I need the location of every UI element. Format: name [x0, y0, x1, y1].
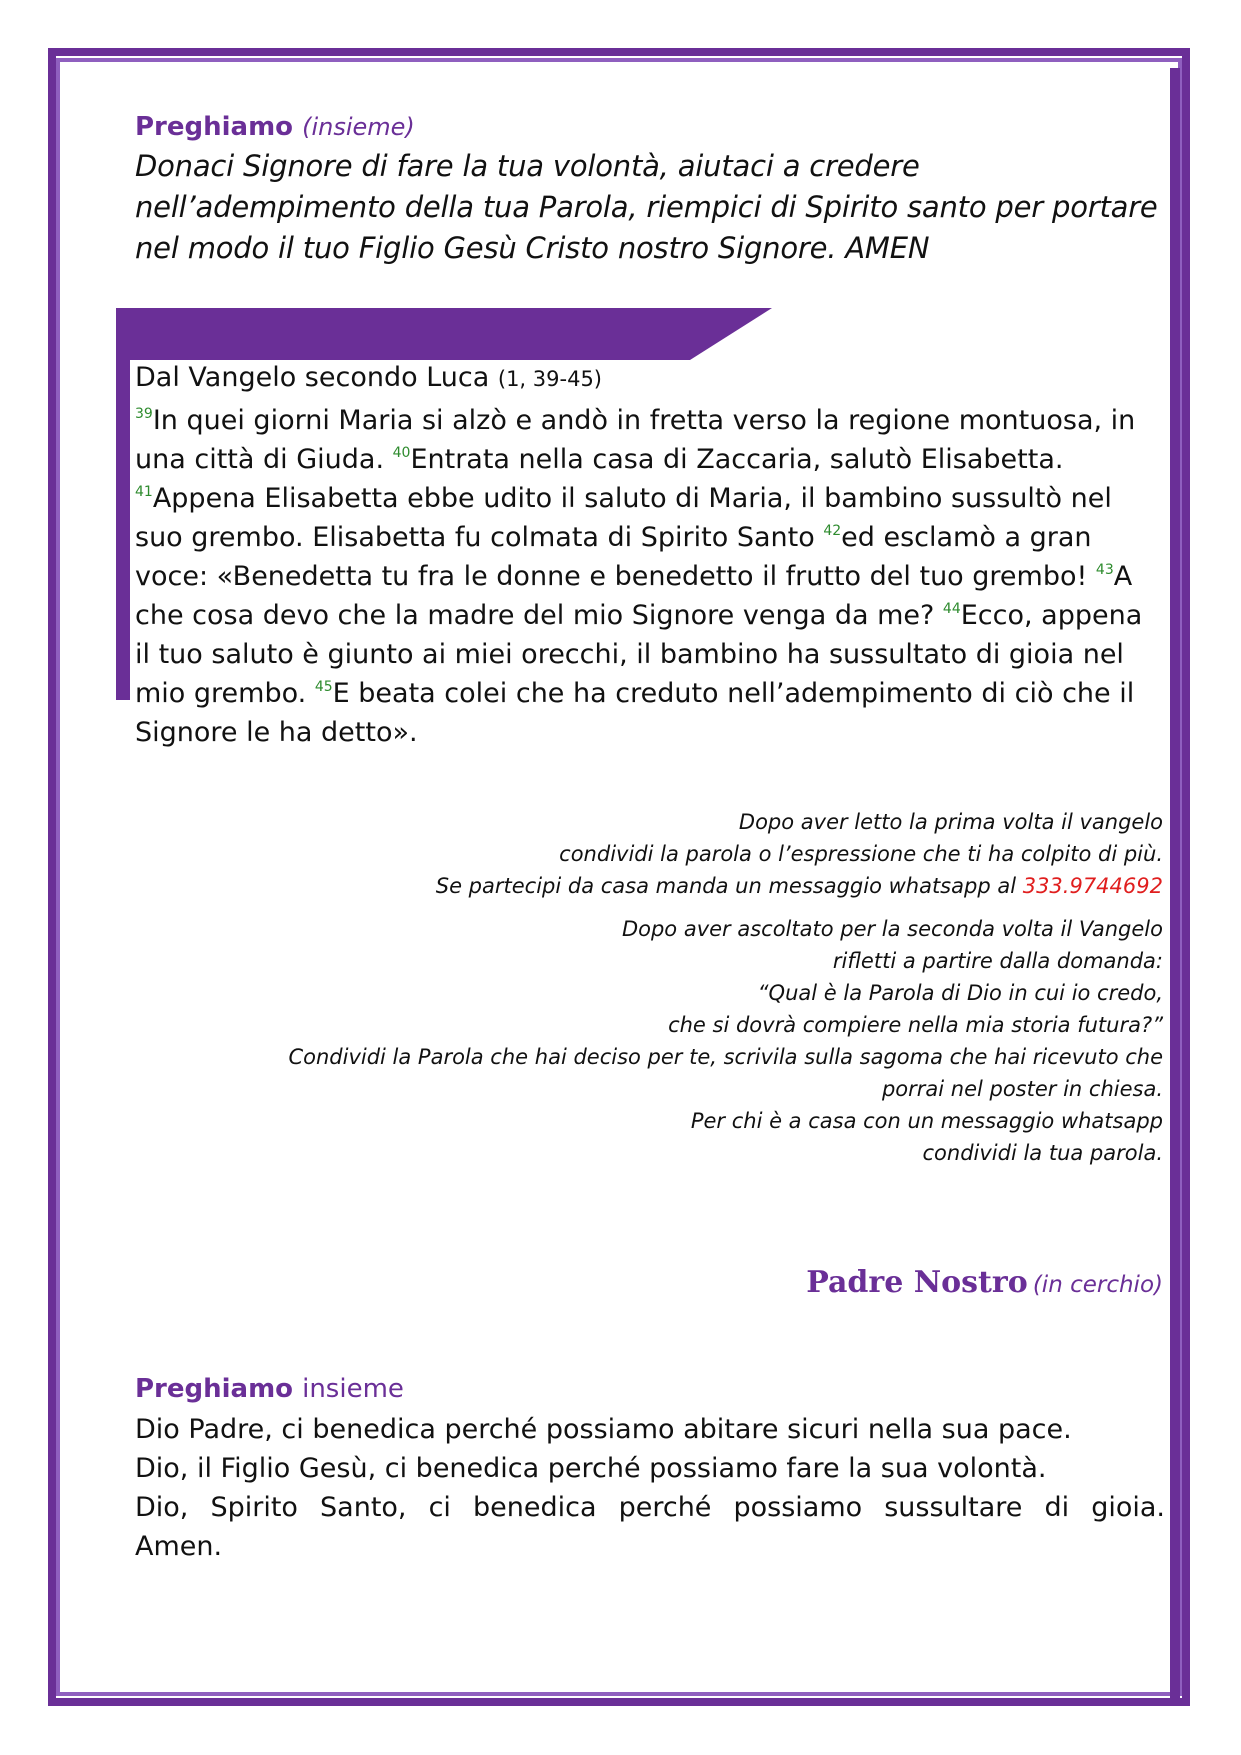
closing-prayer — [135, 1374, 1165, 1566]
reading-instructions-second — [143, 913, 1163, 1169]
padre-nostro-heading — [806, 1265, 1163, 1300]
blessing-line: Dio, il Figlio Gesù, ci benedica perché possiamo fare la sua volontà. — [135, 1453, 1047, 1484]
verse-number: 41 — [135, 484, 153, 500]
gospel-title — [135, 362, 1165, 393]
note-line-text: Se partecipi da casa manda un messaggio whatsapp al — [435, 874, 1023, 898]
verse-text: In quei giorni Maria si alzò e andò in fretta verso la regione montuosa, in una città di Giuda. — [135, 405, 1136, 475]
opening-prayer-text: Donaci Signore di fare la tua volontà, aiutaci a credere nell’adempimento della tua Parola, riempici di Spirito santo per portare nel modo il tuo Figlio Gesù Cristo nostro Signore. AMEN — [135, 149, 1158, 265]
opening-prayer-aside: (insieme) — [302, 113, 415, 141]
note-line: Per chi è a casa con un messaggio whatsapp — [690, 1109, 1163, 1133]
verse-text: E beata colei che ha creduto nell’adempimento di ciò che il Signore le ha detto». — [135, 678, 1135, 748]
whatsapp-phone-number[interactable]: 333.9744692 — [1022, 874, 1163, 898]
blessing-line: Amen. — [135, 1531, 223, 1562]
verse-text: Appena Elisabetta ebbe udito il saluto di Maria, il bambino sussultò nel suo grembo. Elisabetta fu colmata di Spirito Santo — [135, 483, 1112, 553]
closing-prayer-text — [135, 1410, 1165, 1566]
note-line: che si dovrà compiere nella mia storia futura?” — [668, 1013, 1163, 1037]
padre-nostro-title: Padre Nostro — [806, 1265, 1028, 1300]
gospel-title-text: Dal Vangelo secondo Luca — [135, 362, 490, 393]
verse-text: A che cosa devo che la madre del mio Signore venga da me? — [135, 561, 1133, 631]
padre-nostro-aside: (in cerchio) — [1032, 1272, 1163, 1298]
note-line: rifletti a partire dalla domanda: — [832, 949, 1163, 973]
gospel-reference: (1, 39-45) — [497, 367, 602, 391]
opening-prayer-heading — [135, 112, 1165, 142]
note-line: condividi la tua parola. — [922, 1141, 1163, 1165]
note-line: porrai nel poster in chiesa. — [881, 1077, 1163, 1101]
verse-text: ed esclamò a gran voce: «Benedetta tu fra le donne e benedetto il frutto del tuo grembo! — [135, 522, 1096, 592]
verse-text: Ecco, appena il tuo saluto è giunto ai miei orecchi, il bambino ha sussultato di gioia nel mio grembo. — [135, 600, 1143, 709]
blessing-line: Dio, Spirito Santo, ci benedica perché possiamo sussultare di gioia. — [135, 1492, 1165, 1523]
gospel-section — [135, 362, 1165, 752]
gospel-side-bar — [116, 308, 130, 700]
note-line: Dopo aver letto la prima volta il vangelo — [738, 810, 1163, 834]
closing-prayer-aside: insieme — [302, 1374, 404, 1404]
verse-number: 44 — [942, 601, 961, 617]
gospel-header-band — [116, 308, 772, 360]
closing-prayer-title: Preghiamo — [135, 1374, 294, 1404]
opening-prayer-title: Preghiamo — [135, 112, 294, 142]
verse-number: 43 — [1095, 562, 1114, 578]
verse-number: 45 — [314, 679, 333, 695]
note-line: Condividi la Parola che hai deciso per te, scrivila sulla sagoma che hai ricevuto che — [288, 1045, 1163, 1069]
verse-number: 39 — [135, 406, 153, 422]
reading-instructions-first — [143, 806, 1163, 902]
note-line: Dopo aver ascoltato per la seconda volta il Vangelo — [621, 917, 1163, 941]
page-border-right-band — [1170, 68, 1180, 1698]
closing-prayer-heading — [135, 1374, 1165, 1404]
gospel-text — [135, 401, 1165, 752]
verse-number: 42 — [823, 523, 842, 539]
blessing-line: Dio Padre, ci benedica perché possiamo abitare sicuri nella sua pace. — [135, 1414, 1072, 1445]
note-line — [143, 870, 1163, 902]
note-line: condividi la parola o l’espressione che ti ha colpito di più. — [559, 842, 1163, 866]
verse-number: 40 — [392, 445, 411, 461]
note-line: “Qual è la Parola di Dio in cui io credo, — [757, 981, 1163, 1005]
opening-prayer — [135, 112, 1165, 269]
verse-text: Entrata nella casa di Zaccaria, salutò Elisabetta. — [410, 444, 1064, 475]
